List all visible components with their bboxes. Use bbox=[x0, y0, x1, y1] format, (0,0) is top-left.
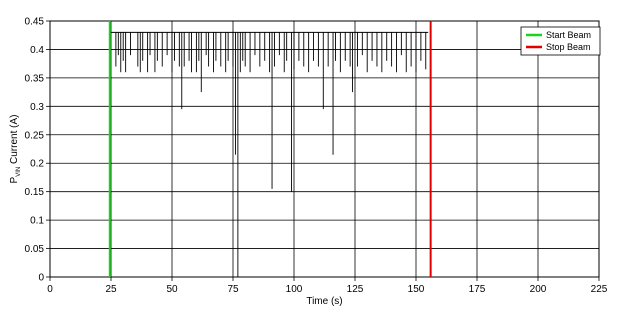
y-tick-label: 0.1 bbox=[30, 215, 44, 227]
legend bbox=[521, 27, 600, 55]
x-tick-label: 0 bbox=[47, 284, 53, 295]
y-tick-label: 0.15 bbox=[24, 187, 44, 199]
y-tick-label: 0 bbox=[38, 272, 44, 284]
y-tick-label: 0.35 bbox=[24, 73, 44, 85]
y-axis-title-main: P bbox=[9, 176, 20, 184]
x-tick-label: 225 bbox=[590, 284, 608, 295]
y-axis-title-suffix: Current (A) bbox=[9, 114, 20, 167]
x-axis-title: Time (s) bbox=[306, 296, 343, 307]
y-tick-label: 0.4 bbox=[30, 44, 44, 56]
x-tick-label: 150 bbox=[407, 284, 425, 295]
legend-label: Stop Beam bbox=[546, 42, 591, 52]
y-tick-label: 0.2 bbox=[30, 158, 44, 170]
y-tick-label: 0.3 bbox=[30, 101, 44, 113]
x-tick-label: 25 bbox=[105, 284, 117, 295]
x-tick-label: 100 bbox=[285, 284, 303, 295]
legend-label: Start Beam bbox=[546, 30, 592, 40]
y-tick-label: 0.05 bbox=[24, 244, 44, 256]
y-axis-title-sub: VIN bbox=[16, 166, 22, 177]
x-tick-label: 200 bbox=[529, 284, 547, 295]
x-tick-label: 125 bbox=[346, 284, 364, 295]
x-tick-label: 75 bbox=[227, 284, 239, 295]
plot-area bbox=[50, 21, 599, 277]
x-tick-label: 175 bbox=[468, 284, 486, 295]
y-tick-label: 0.45 bbox=[24, 16, 44, 28]
y-tick-label: 0.25 bbox=[24, 130, 44, 142]
x-tick-label: 50 bbox=[166, 284, 178, 295]
